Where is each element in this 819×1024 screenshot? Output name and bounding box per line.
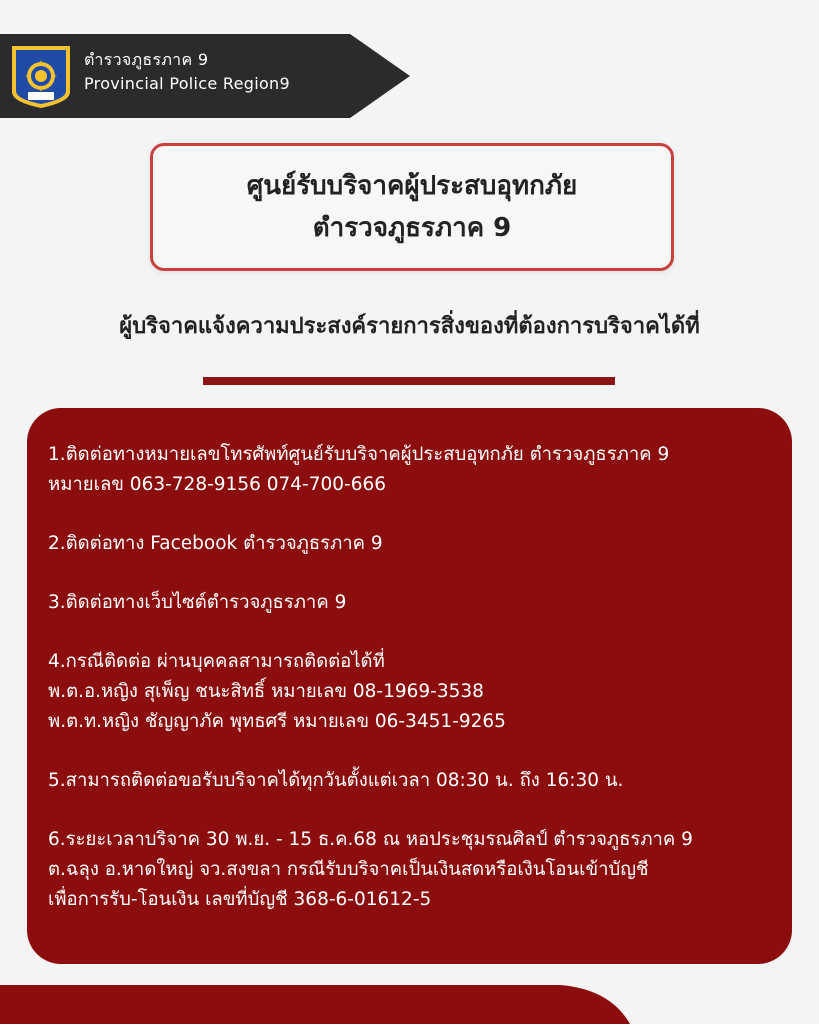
info-line: 6.ระยะเวลาบริจาค 30 พ.ย. - 15 ธ.ค.68 ณ หอประชุมรณศิลป์ ตำรวจภูธรภาค 9 — [48, 829, 693, 850]
info-line: 3.ติดต่อทางเว็บไซต์ตำรวจภูธรภาค 9 — [48, 592, 347, 613]
info-line: 5.สามารถติดต่อขอรับบริจาคได้ทุกวันตั้งแต่เวลา 08:30 น. ถึง 16:30 น. — [48, 770, 624, 791]
title-box — [150, 143, 674, 271]
subheading: ผู้บริจาคแจ้งความประสงค์รายการสิ่งของที่ต้องการบริจาคได้ที่ — [119, 314, 700, 339]
info-item-facebook — [48, 529, 788, 559]
info-line: พ.ต.อ.หญิง สุเพ็ญ ชนะสิทธิ์ หมายเลข 08-1969-3538 — [48, 681, 484, 702]
page-title-line-2: ตำรวจภูธรภาค 9 — [312, 213, 512, 243]
info-line: 1.ติดต่อทางหมายเลขโทรศัพท์ศูนย์รับบริจาคผู้ประสบอุทกภัย ตำรวจภูธรภาค 9 — [48, 444, 670, 465]
bottom-decoration — [0, 985, 819, 1024]
org-name-thai: ตำรวจภูธรภาค 9 — [84, 50, 209, 69]
info-line: หมายเลข 063-728-9156 074-700-666 — [48, 474, 387, 495]
page-title-line-1: ศูนย์รับบริจาคผู้ประสบอุทกภัย — [246, 171, 578, 201]
police-logo-icon — [8, 42, 74, 110]
info-item-hours — [48, 766, 788, 796]
info-line: 4.กรณีติดต่อ ผ่านบุคคลสามารถติดต่อได้ที่ — [48, 651, 385, 672]
divider — [203, 377, 615, 385]
org-name-english: Provincial Police Region9 — [84, 74, 290, 93]
info-line: เพื่อการรับ-โอนเงิน เลขที่บัญชี 368-6-01612-5 — [48, 889, 432, 910]
info-item-contact-persons — [48, 647, 788, 737]
info-line: ต.ฉลุง อ.หาดใหญ่ จว.สงขลา กรณีรับบริจาคเป็นเงินสดหรือเงินโอนเข้าบัญชี — [48, 859, 649, 880]
info-line: พ.ต.ท.หญิง ชัญญาภัค พุทธศรี หมายเลข 06-3451-9265 — [48, 711, 506, 732]
info-item-donation-period — [48, 825, 788, 915]
info-item-phone — [48, 440, 788, 500]
info-item-website — [48, 588, 788, 618]
info-line: 2.ติดต่อทาง Facebook ตำรวจภูธรภาค 9 — [48, 533, 383, 554]
header-banner — [0, 34, 410, 118]
info-list — [48, 440, 788, 944]
